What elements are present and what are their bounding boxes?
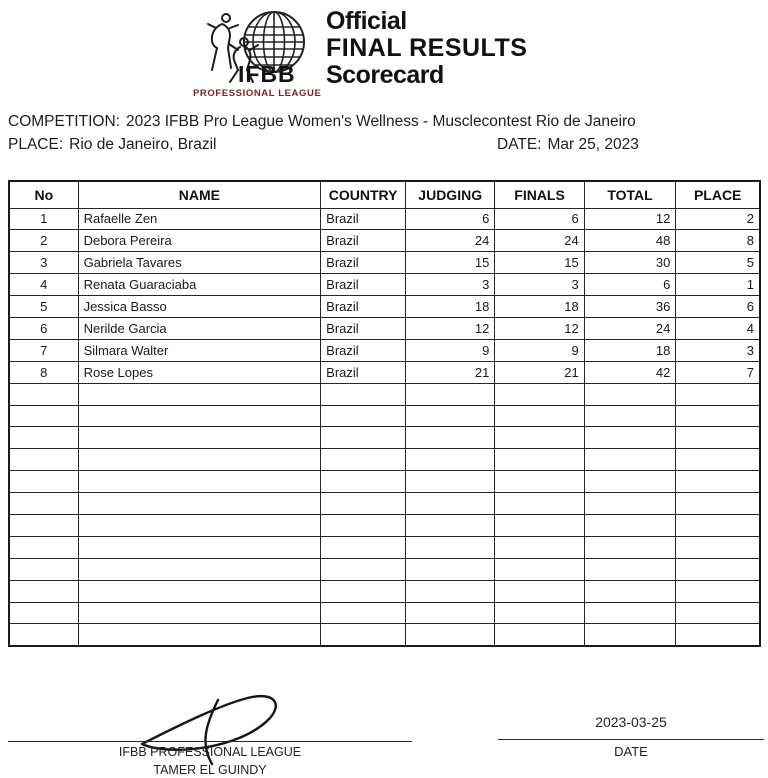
cell-name: [78, 558, 321, 580]
cell-total: [584, 514, 676, 536]
cell-country: [321, 383, 406, 405]
cell-judging: [406, 427, 495, 449]
cell-finals: 24: [495, 230, 584, 252]
cell-name: Gabriela Tavares: [78, 252, 321, 274]
cell-name: [78, 405, 321, 427]
cell-finals: 12: [495, 317, 584, 339]
table-row: [9, 580, 760, 602]
cell-total: [584, 449, 676, 471]
table-row: [9, 230, 760, 252]
table-row: [9, 317, 760, 339]
cell-no: 1: [9, 208, 78, 230]
cell-no: 4: [9, 274, 78, 296]
cell-no: 7: [9, 339, 78, 361]
cell-total: 24: [584, 317, 676, 339]
cell-judging: 3: [406, 274, 495, 296]
org-name: IFBB PROFESSIONAL LEAGUE: [118, 745, 302, 759]
cell-name: Nerilde Garcia: [78, 317, 321, 339]
cell-total: 30: [584, 252, 676, 274]
cell-judging: 18: [406, 296, 495, 318]
cell-place: [676, 514, 760, 536]
competition-label: COMPETITION:: [8, 113, 120, 130]
date-line-rule: [498, 739, 764, 740]
table-row: [9, 536, 760, 558]
table-header-row: [9, 181, 760, 208]
ifbb-league-logo: [192, 6, 322, 100]
cell-finals: [495, 602, 584, 624]
cell-judging: 6: [406, 208, 495, 230]
cell-country: [321, 558, 406, 580]
table-row: [9, 274, 760, 296]
cell-place: [676, 471, 760, 493]
cell-total: [584, 471, 676, 493]
cell-finals: 15: [495, 252, 584, 274]
cell-place: 3: [676, 339, 760, 361]
cell-country: [321, 580, 406, 602]
cell-place: 4: [676, 317, 760, 339]
table-row: [9, 252, 760, 274]
col-header-total: TOTAL: [584, 181, 676, 208]
cell-total: 36: [584, 296, 676, 318]
cell-finals: [495, 624, 584, 646]
cell-judging: [406, 405, 495, 427]
cell-place: [676, 624, 760, 646]
cell-judging: [406, 493, 495, 515]
title-line-scorecard: Scorecard: [326, 61, 444, 89]
cell-place: [676, 493, 760, 515]
cell-total: 42: [584, 361, 676, 383]
cell-no: 8: [9, 361, 78, 383]
cell-no: [9, 514, 78, 536]
cell-country: [321, 405, 406, 427]
table-row: [9, 449, 760, 471]
table-row: [9, 514, 760, 536]
logo-league-text: PROFESSIONAL LEAGUE: [193, 88, 322, 99]
cell-no: [9, 602, 78, 624]
cell-name: [78, 449, 321, 471]
col-header-country: COUNTRY: [321, 181, 406, 208]
cell-country: Brazil: [321, 274, 406, 296]
col-header-name: NAME: [78, 181, 321, 208]
signer-name: TAMER EL GUINDY: [153, 763, 267, 777]
cell-country: Brazil: [321, 339, 406, 361]
signature-line: [8, 741, 412, 742]
cell-finals: [495, 427, 584, 449]
cell-total: [584, 602, 676, 624]
cell-judging: 21: [406, 361, 495, 383]
cell-finals: [495, 536, 584, 558]
date-caption: DATE: [614, 744, 648, 759]
cell-country: Brazil: [321, 296, 406, 318]
cell-finals: [495, 449, 584, 471]
cell-finals: [495, 514, 584, 536]
cell-finals: [495, 493, 584, 515]
cell-no: [9, 449, 78, 471]
place-label: PLACE:: [8, 136, 64, 153]
cell-judging: 9: [406, 339, 495, 361]
cell-no: [9, 536, 78, 558]
cell-judging: [406, 580, 495, 602]
results-table: [8, 180, 761, 647]
cell-no: [9, 624, 78, 646]
cell-finals: 18: [495, 296, 584, 318]
cell-country: Brazil: [321, 208, 406, 230]
table-row: [9, 558, 760, 580]
cell-no: [9, 427, 78, 449]
cell-judging: [406, 471, 495, 493]
cell-judging: [406, 558, 495, 580]
competition-value: 2023 IFBB Pro League Women's Wellness - Musclecontest Rio de Janeiro: [125, 113, 636, 130]
cell-total: 6: [584, 274, 676, 296]
cell-name: [78, 624, 321, 646]
cell-judging: [406, 449, 495, 471]
cell-place: [676, 449, 760, 471]
col-header-judging: JUDGING: [406, 181, 495, 208]
table-row: [9, 624, 760, 646]
table-row: [9, 427, 760, 449]
logo-ifbb-text: IFBB: [238, 61, 296, 87]
cell-finals: 3: [495, 274, 584, 296]
cell-country: [321, 514, 406, 536]
cell-finals: [495, 383, 584, 405]
cell-country: [321, 536, 406, 558]
cell-name: Silmara Walter: [78, 339, 321, 361]
cell-country: [321, 624, 406, 646]
cell-place: 1: [676, 274, 760, 296]
cell-total: 48: [584, 230, 676, 252]
table-row: [9, 602, 760, 624]
cell-name: [78, 471, 321, 493]
cell-total: [584, 383, 676, 405]
cell-total: [584, 558, 676, 580]
cell-total: [584, 624, 676, 646]
table-row: [9, 296, 760, 318]
cell-finals: [495, 405, 584, 427]
table-row: [9, 361, 760, 383]
cell-no: [9, 405, 78, 427]
cell-name: Jessica Basso: [78, 296, 321, 318]
cell-total: 12: [584, 208, 676, 230]
cell-country: [321, 493, 406, 515]
cell-name: [78, 580, 321, 602]
cell-judging: 12: [406, 317, 495, 339]
table-row: [9, 339, 760, 361]
col-header-no: No: [9, 181, 78, 208]
signature: [128, 686, 313, 774]
cell-judging: [406, 602, 495, 624]
table-row: [9, 383, 760, 405]
cell-place: [676, 602, 760, 624]
cell-no: 6: [9, 317, 78, 339]
cell-country: Brazil: [321, 230, 406, 252]
cell-name: Rose Lopes: [78, 361, 321, 383]
place-line: [8, 136, 216, 154]
cell-total: [584, 493, 676, 515]
cell-country: [321, 471, 406, 493]
cell-place: [676, 427, 760, 449]
date-value: Mar 25, 2023: [547, 136, 639, 153]
cell-place: 2: [676, 208, 760, 230]
cell-place: [676, 536, 760, 558]
cell-name: Rafaelle Zen: [78, 208, 321, 230]
cell-no: 3: [9, 252, 78, 274]
cell-finals: [495, 471, 584, 493]
table-row: [9, 208, 760, 230]
cell-total: [584, 405, 676, 427]
cell-country: Brazil: [321, 361, 406, 383]
cell-name: Renata Guaraciaba: [78, 274, 321, 296]
cell-name: [78, 602, 321, 624]
cell-judging: [406, 536, 495, 558]
table-row: [9, 405, 760, 427]
document-title: [326, 8, 527, 89]
cell-no: [9, 471, 78, 493]
cell-country: [321, 449, 406, 471]
cell-finals: [495, 580, 584, 602]
cell-country: Brazil: [321, 317, 406, 339]
cell-place: 8: [676, 230, 760, 252]
cell-judging: 15: [406, 252, 495, 274]
cell-judging: [406, 624, 495, 646]
col-header-finals: FINALS: [495, 181, 584, 208]
cell-place: [676, 383, 760, 405]
cell-total: [584, 580, 676, 602]
cell-place: [676, 405, 760, 427]
cell-place: 6: [676, 296, 760, 318]
cell-finals: [495, 558, 584, 580]
cell-name: [78, 536, 321, 558]
cell-total: [584, 427, 676, 449]
cell-place: 7: [676, 361, 760, 383]
cell-no: [9, 383, 78, 405]
table-row: [9, 471, 760, 493]
cell-finals: 6: [495, 208, 584, 230]
cell-country: [321, 602, 406, 624]
cell-no: [9, 558, 78, 580]
cell-name: [78, 514, 321, 536]
cell-judging: [406, 514, 495, 536]
cell-name: [78, 427, 321, 449]
cell-country: [321, 427, 406, 449]
cell-no: [9, 580, 78, 602]
cell-no: 5: [9, 296, 78, 318]
cell-name: [78, 493, 321, 515]
cell-total: [584, 536, 676, 558]
cell-total: 18: [584, 339, 676, 361]
competition-line: [8, 113, 636, 131]
cell-name: Debora Pereira: [78, 230, 321, 252]
title-line-official: Official: [326, 7, 407, 35]
cell-place: 5: [676, 252, 760, 274]
cell-no: 2: [9, 230, 78, 252]
table-row: [9, 493, 760, 515]
signed-date: 2023-03-25: [595, 714, 667, 730]
title-line-final-results: FINAL RESULTS: [326, 34, 528, 62]
cell-finals: 21: [495, 361, 584, 383]
cell-place: [676, 558, 760, 580]
cell-judging: [406, 383, 495, 405]
cell-place: [676, 580, 760, 602]
place-value: Rio de Janeiro, Brazil: [69, 136, 217, 153]
cell-name: [78, 383, 321, 405]
cell-country: Brazil: [321, 252, 406, 274]
cell-judging: 24: [406, 230, 495, 252]
cell-finals: 9: [495, 339, 584, 361]
results-table-body: [9, 208, 760, 646]
date-label: DATE:: [497, 136, 542, 153]
col-header-place: PLACE: [676, 181, 760, 208]
date-line: [497, 136, 639, 154]
cell-no: [9, 493, 78, 515]
